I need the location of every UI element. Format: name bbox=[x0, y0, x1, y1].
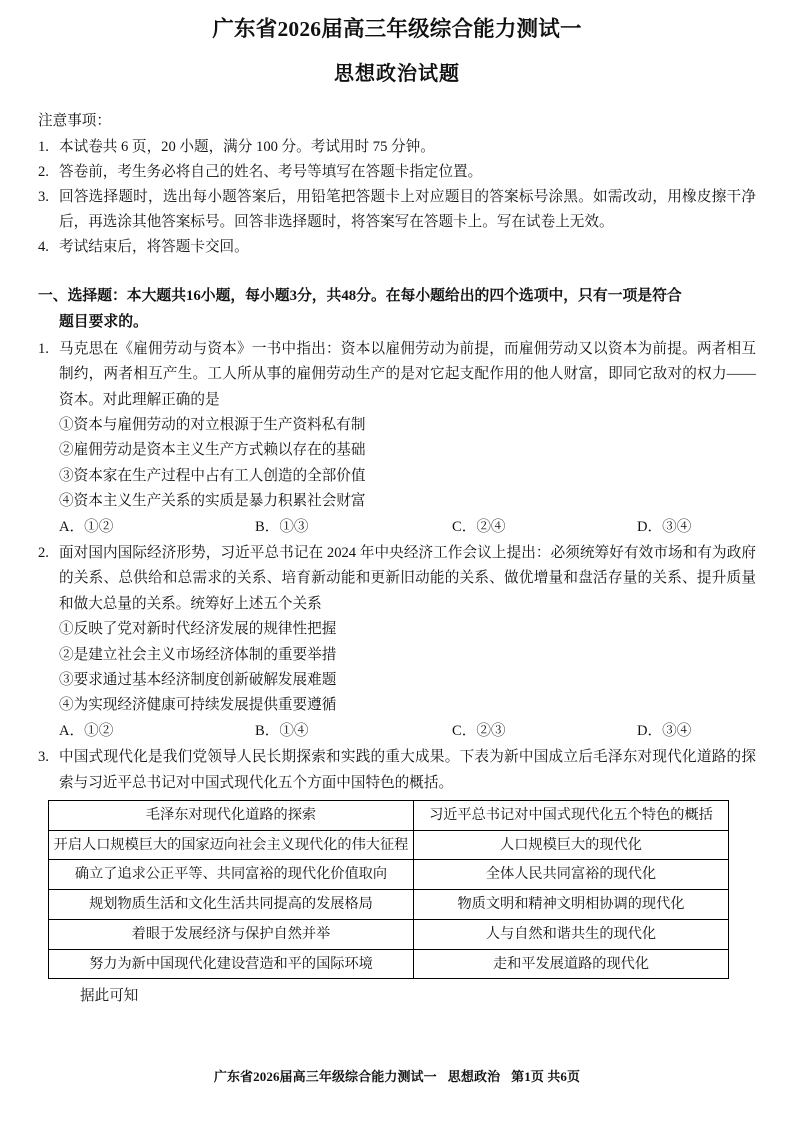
table-row bbox=[49, 949, 729, 979]
table-cell-left: 开启人口规模巨大的国家迈向社会主义现代化的伟大征程 bbox=[49, 830, 414, 860]
question-3-tail: 据此可知 bbox=[80, 988, 139, 1005]
choice-c[interactable]: C．②③ bbox=[452, 722, 506, 739]
question-choices bbox=[59, 719, 756, 744]
table-row bbox=[49, 890, 729, 920]
notice-item-text: 考试结束后，将答题卡交回。 bbox=[59, 239, 249, 256]
table-cell-left: 着眼于发展经济与保护自然并举 bbox=[49, 919, 414, 949]
statement: ①反映了党对新时代经济发展的规律性把握 bbox=[59, 621, 337, 638]
notice-item-text: 回答选择题时，选出每小题答案后，用铅笔把答题卡上对应题目的答案标号涂黑。如需改动，用橡皮擦干净后，再选涂其他答案标号。回答非选择题时，将答案写在答题卡上。写在试卷上无效。 bbox=[59, 189, 756, 231]
statement: ②雇佣劳动是资本主义生产方式赖以存在的基础 bbox=[59, 442, 366, 459]
table-row bbox=[49, 830, 729, 860]
table-cell-right: 人口规模巨大的现代化 bbox=[414, 830, 729, 860]
statement: ③要求通过基本经济制度创新破解发展难题 bbox=[59, 671, 337, 688]
table-cell-left: 努力为新中国现代化建设营造和平的国际环境 bbox=[49, 949, 414, 979]
choice-d[interactable]: D．③④ bbox=[637, 518, 692, 535]
question-2 bbox=[38, 541, 756, 744]
notice-heading: 注意事项： bbox=[38, 112, 111, 129]
table-cell-left: 确立了追求公正平等、共同富裕的现代化价值取向 bbox=[49, 860, 414, 890]
footer-subject: 思想政治 bbox=[447, 1069, 501, 1084]
comparison-table bbox=[48, 800, 729, 979]
statement: ④资本主义生产关系的实质是暴力积累社会财富 bbox=[59, 493, 366, 510]
choice-b[interactable]: B．①③ bbox=[255, 518, 309, 535]
notice-item-number: 2. bbox=[38, 164, 49, 181]
choice-d[interactable]: D．③④ bbox=[637, 722, 692, 739]
choice-b[interactable]: B．①④ bbox=[255, 722, 309, 739]
section-desc: 本大题共16小题，每小题3分，共48分。在每小题给出的四个选项中，只有一项是符合 bbox=[126, 288, 682, 305]
notice-item bbox=[38, 135, 756, 160]
table-cell-left: 规划物质生活和文化生活共同提高的发展格局 bbox=[49, 890, 414, 920]
choice-a[interactable]: A．①② bbox=[59, 722, 114, 739]
notice-item-number: 1. bbox=[38, 138, 49, 155]
table-header-cell: 毛泽东对现代化道路的探索 bbox=[49, 800, 414, 830]
table-header-cell: 习近平总书记对中国式现代化五个特色的概括 bbox=[414, 800, 729, 830]
table-header-row bbox=[49, 800, 729, 830]
notice-item bbox=[38, 235, 756, 260]
question-1 bbox=[38, 337, 756, 540]
notice-block bbox=[38, 109, 756, 261]
question-statements bbox=[59, 413, 756, 515]
section-desc-continued: 题目要求的。 bbox=[59, 314, 148, 331]
page-title: 广东省2026届高三年级综合能力测试一 bbox=[212, 17, 582, 41]
table-cell-right: 人与自然和谐共生的现代化 bbox=[414, 919, 729, 949]
page-subtitle: 思想政治试题 bbox=[334, 62, 460, 85]
question-stem: 面对国内国际经济形势，习近平总书记在 2024 年中央经济工作会议上提出：必须统筹好有效市场和有为政府的关系、总供给和总需求的关系、培育新动能和更新旧动能的关系、做优增量和盘活存量的关系、提升质量和做大总量的关系。统筹好上述五个关系 bbox=[59, 545, 756, 612]
statement: ③资本家在生产过程中占有工人创造的全部价值 bbox=[59, 467, 366, 484]
notice-item-text: 本试卷共 6 页，20 小题，满分 100 分。考试用时 75 分钟。 bbox=[59, 138, 435, 155]
notice-item-number: 3. bbox=[38, 189, 49, 206]
choice-a[interactable]: A．①② bbox=[59, 518, 114, 535]
table-row bbox=[49, 860, 729, 890]
question-number: 1. bbox=[38, 340, 49, 357]
notice-item bbox=[38, 160, 756, 185]
notice-item-text: 答卷前，考生务必将自己的姓名、考号等填写在答题卡指定位置。 bbox=[59, 164, 483, 181]
comparison-table-wrapper bbox=[48, 800, 728, 979]
question-statements bbox=[59, 617, 756, 719]
section-label: 一、选择题： bbox=[38, 288, 127, 305]
question-number: 3. bbox=[38, 749, 49, 766]
statement: ②是建立社会主义市场经济体制的重要举措 bbox=[59, 646, 337, 663]
table-cell-right: 走和平发展道路的现代化 bbox=[414, 949, 729, 979]
statement: ④为实现经济健康可持续发展提供重要遵循 bbox=[59, 697, 337, 714]
question-number: 2. bbox=[38, 545, 49, 562]
footer-exam-name: 广东省2026届高三年级综合能力测试一 bbox=[213, 1069, 437, 1084]
question-3 bbox=[38, 745, 756, 796]
notice-item bbox=[38, 185, 756, 235]
choice-c[interactable]: C．②④ bbox=[452, 518, 506, 535]
table-cell-right: 全体人民共同富裕的现代化 bbox=[414, 860, 729, 890]
question-choices bbox=[59, 515, 756, 540]
table-cell-right: 物质文明和精神文明相协调的现代化 bbox=[414, 890, 729, 920]
notice-item-number: 4. bbox=[38, 239, 49, 256]
question-stem: 中国式现代化是我们党领导人民长期探索和实践的重大成果。下表为新中国成立后毛泽东对现代化道路的探索与习近平总书记对中国式现代化五个方面中国特色的概括。 bbox=[59, 749, 756, 791]
section-heading bbox=[38, 284, 756, 335]
question-stem: 马克思在《雇佣劳动与资本》一书中指出：资本以雇佣劳动为前提，而雇佣劳动又以资本为前提。两者相互制约，两者相互产生。工人所从事的雇佣劳动生产的是对它起支配作用的他人财富，即同它敌对的权力——资本。对此理解正确的是 bbox=[59, 340, 756, 408]
footer-page-number: 第1页 共6页 bbox=[511, 1069, 581, 1084]
statement: ①资本与雇佣劳动的对立根源于生产资料私有制 bbox=[59, 417, 366, 434]
page-footer bbox=[0, 1066, 794, 1085]
table-row bbox=[49, 919, 729, 949]
